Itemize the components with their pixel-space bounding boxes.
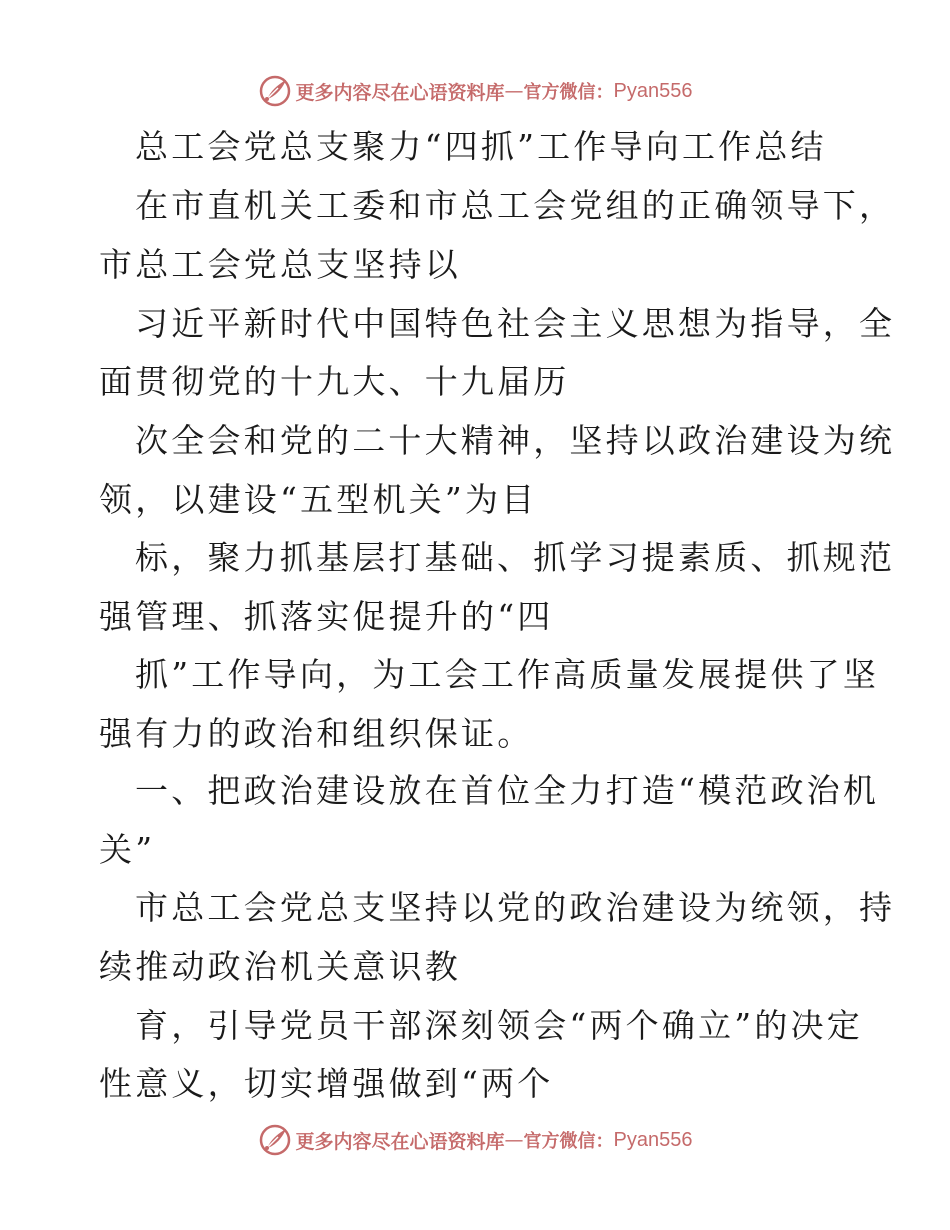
paragraph-line: 强管理、抓落实促提升的“四 (99, 597, 554, 636)
paragraph-line: 性意义，切实增强做到“两个 (99, 1064, 554, 1103)
watermark-separator: — (504, 1129, 524, 1151)
watermark-wechat-id: Pyan556 (613, 1128, 693, 1151)
document-title: 总工会党总支聚力“四抓”工作导向工作总结 (135, 127, 827, 166)
paragraph-line: 续推动政治机关意识教 (99, 947, 461, 986)
watermark-label: 官方微信： (523, 82, 614, 103)
watermark-brand: 更多内容尽在心语资料库 (295, 81, 505, 104)
paragraph-line: 在市直机关工委和市总工会党组的正确领导下， (135, 186, 896, 225)
section-heading: 关” (99, 830, 156, 869)
paragraph-line: 市总工会党总支坚持以 (99, 245, 461, 284)
paragraph-line: 面贯彻党的十九大、十九届历 (99, 362, 570, 401)
paragraph-line: 习近平新时代中国特色社会主义思想为指导，全 (135, 304, 896, 343)
watermark-wechat-id: Pyan556 (613, 79, 693, 102)
paragraph-line: 次全会和党的二十大精神，坚持以政治建设为统 (135, 421, 896, 460)
paragraph-line: 市总工会党总支坚持以党的政治建设为统领，持 (135, 888, 896, 927)
paragraph-line: 抓”工作导向，为工会工作高质量发展提供了坚 (135, 655, 880, 694)
footer-watermark (0, 1120, 950, 1160)
watermark-brand: 更多内容尽在心语资料库 (295, 1130, 505, 1153)
feather-pen-logo-icon (258, 1123, 292, 1157)
watermark-separator: — (504, 80, 524, 102)
paragraph-line: 领，以建设“五型机关”为目 (99, 480, 538, 519)
paragraph-line: 标，聚力抓基层打基础、抓学习提素质、抓规范 (135, 538, 896, 577)
paragraph-line: 育，引导党员干部深刻领会“两个确立”的决定 (135, 1006, 863, 1045)
watermark-label: 官方微信： (523, 1131, 614, 1152)
section-heading: 一、把政治建设放在首位全力打造“模范政治机 (135, 771, 880, 810)
paragraph-line: 强有力的政治和组织保证。 (99, 714, 534, 753)
